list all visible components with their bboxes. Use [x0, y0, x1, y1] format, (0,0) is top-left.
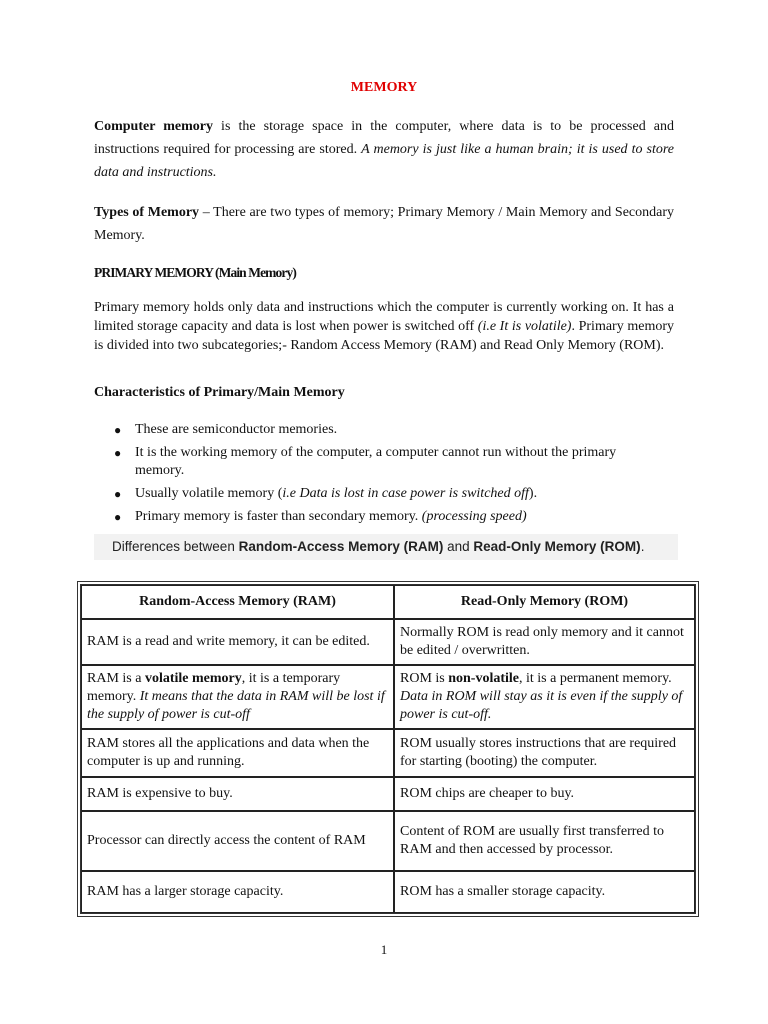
list-item	[94, 444, 664, 480]
bullet-icon: ●	[114, 487, 122, 501]
page-number: 1	[380, 942, 388, 957]
rom-cell: Content of ROM are usually first transferred to RAM and then accessed by processor.	[394, 811, 695, 871]
primary-memory-heading: PRIMARY MEMORY (Main Memory)	[94, 265, 296, 280]
differences-suffix: .	[640, 539, 645, 554]
ram-cell-bold: volatile memory	[144, 671, 242, 686]
table-row	[81, 729, 695, 777]
rom-cell-text: , it is a permanent memory.	[519, 671, 672, 686]
primary-text-1: Primary memory holds only data and instructions which the computer is currently working on. It has a limited storage capacity and data is lost when power is switched off	[94, 300, 674, 334]
table-row	[81, 811, 695, 871]
rom-cell: ROM chips are cheaper to buy.	[394, 777, 695, 811]
ram-cell: RAM is a read and write memory, it can be edited.	[81, 619, 394, 665]
characteristics-heading: Characteristics of Primary/Main Memory	[94, 385, 345, 400]
list-item-text: Primary memory is faster than secondary memory.	[135, 509, 422, 524]
rom-cell-italic: Data in ROM will stay as it is even if the supply of power is cut-off.	[400, 689, 683, 722]
list-item-italic: (processing speed)	[421, 509, 527, 524]
bullet-icon: ●	[114, 423, 122, 437]
rom-cell: ROM has a smaller storage capacity.	[394, 871, 695, 913]
bullet-icon: ●	[114, 446, 122, 460]
table-header-row	[81, 585, 695, 619]
list-item-text: Usually volatile memory (	[135, 486, 283, 501]
ram-cell-text: RAM is a	[87, 671, 145, 686]
primary-memory-paragraph	[94, 298, 674, 355]
list-item	[94, 508, 664, 526]
rom-cell-bold: non-volatile	[448, 671, 520, 686]
rom-cell-text: ROM is	[400, 671, 449, 686]
column-header-ram: Random-Access Memory (RAM)	[81, 585, 394, 619]
table-row	[81, 871, 695, 913]
list-item	[94, 485, 664, 503]
ram-rom-comparison-table	[80, 584, 696, 914]
ram-cell: RAM has a larger storage capacity.	[81, 871, 394, 913]
list-item-text: It is the working memory of the computer, a computer cannot run without the primary memory.	[135, 445, 617, 478]
page-title: MEMORY	[350, 80, 418, 95]
differences-caption	[94, 534, 678, 560]
table-row	[81, 619, 695, 665]
types-term: Types of Memory	[94, 205, 200, 220]
list-item-text: These are semiconductor memories.	[135, 422, 338, 437]
rom-cell: ROM usually stores instructions that are required for starting (booting) the computer.	[394, 729, 695, 777]
rom-cell: Normally ROM is read only memory and it cannot be edited / overwritten.	[394, 619, 695, 665]
ram-cell	[81, 665, 394, 729]
types-paragraph	[94, 201, 674, 247]
list-item	[94, 421, 664, 439]
differences-and: and	[443, 539, 474, 554]
differences-rom: Read-Only Memory (ROM)	[473, 539, 641, 554]
ram-cell: RAM is expensive to buy.	[81, 777, 394, 811]
list-item-tail: ).	[528, 486, 538, 501]
list-item-italic: i.e Data is lost in case power is switched off	[282, 486, 529, 501]
bullet-icon: ●	[114, 510, 122, 524]
ram-cell-text: , it is a temporary memory.	[87, 671, 341, 704]
ram-cell: Processor can directly access the content of RAM	[81, 811, 394, 871]
table-row	[81, 665, 695, 729]
intro-term: Computer memory	[94, 119, 213, 134]
rom-cell	[394, 665, 695, 729]
characteristics-list	[94, 421, 664, 531]
primary-text-2: . Primary memory is divided into two subcategories;- Random Access Memory (RAM) and Read Only Memory (ROM).	[94, 319, 674, 353]
primary-italic: (i.e It is volatile)	[477, 319, 572, 334]
differences-ram: Random-Access Memory (RAM)	[238, 539, 444, 554]
intro-italic: A memory is just like a human brain; it is used to store data and instructions.	[94, 142, 674, 180]
types-text: – There are two types of memory; Primary Memory / Main Memory and Secondary Memory.	[94, 205, 674, 243]
intro-paragraph	[94, 115, 674, 184]
intro-text: is the storage space in the computer, where data is to be processed and instructions required for processing are stored.	[94, 119, 674, 157]
differences-prefix: Differences between	[112, 539, 239, 554]
column-header-rom: Read-Only Memory (ROM)	[394, 585, 695, 619]
ram-cell: RAM stores all the applications and data when the computer is up and running.	[81, 729, 394, 777]
table-row	[81, 777, 695, 811]
ram-cell-italic: It means that the data in RAM will be lost if the supply of power is cut-off	[87, 689, 385, 722]
